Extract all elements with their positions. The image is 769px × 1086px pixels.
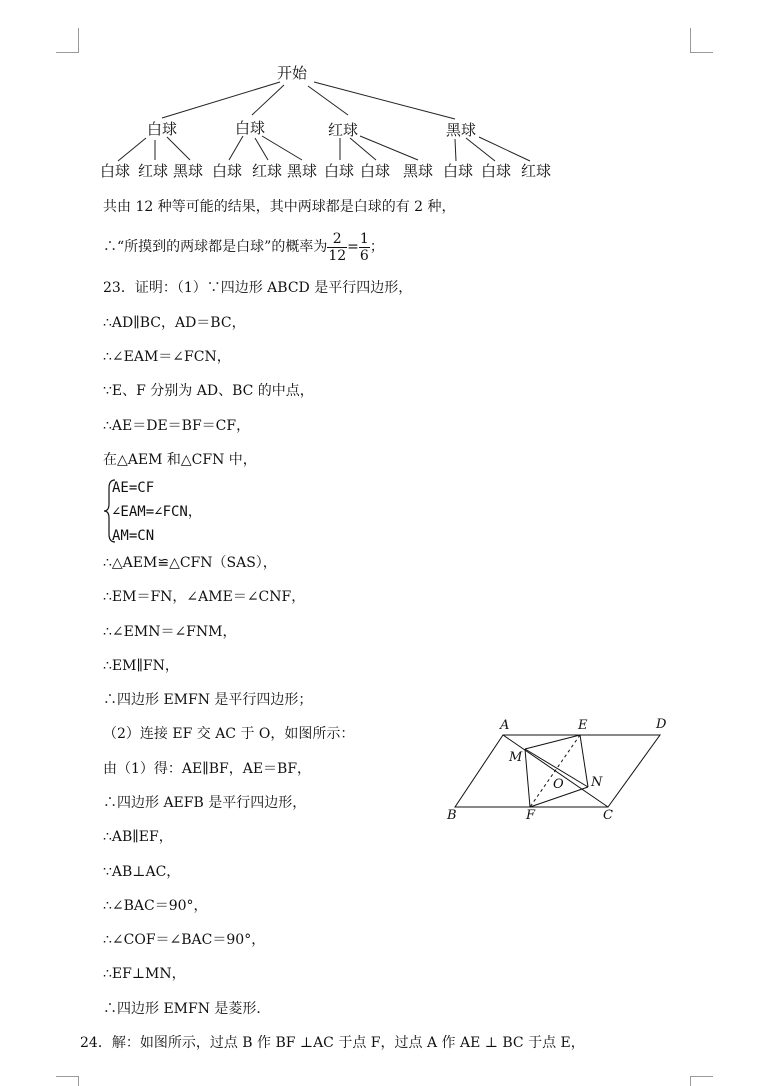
tree-root: 开始 (277, 64, 308, 82)
text-line: ∴△AEM≌△CFN（SAS）， (103, 555, 277, 571)
tree-level2-item: 黑球 (173, 162, 204, 180)
system-line: AE=CF (112, 480, 155, 496)
text-line: ∴四边形 EMFN 是平行四边形； (103, 692, 313, 708)
text-line: ∴∠COF＝∠BAC＝90°， (103, 932, 266, 948)
fraction-denominator: 12 (328, 247, 347, 264)
tree-level1-item: 白球 (147, 120, 178, 138)
tree-level2-item: 红球 (252, 162, 283, 180)
fraction-numerator: 2 (327, 231, 347, 248)
system-line: AM=CN (112, 528, 155, 544)
tree-level2-item: 黑球 (403, 162, 434, 180)
tree-level1-item: 白球 (235, 119, 266, 137)
tree-level2-item: 白球 (481, 162, 512, 180)
text-line: 在△AEM 和△CFN 中， (103, 452, 257, 468)
text-line: ∴EM＝FN，∠AME＝∠CNF， (103, 589, 306, 605)
point-label-b: B (447, 808, 457, 823)
tree-level2-item: 黑球 (287, 162, 318, 180)
tree-level2-item: 白球 (360, 162, 391, 180)
text-line: 共由 12 种等可能的结果，其中两球都是白球的有 2 种， (103, 199, 456, 215)
tree-level2-item: 白球 (100, 162, 131, 180)
tree-level1-item: 红球 (328, 121, 359, 139)
text-line: ∴EF⊥MN， (103, 966, 186, 982)
tree-level2-item: 红球 (138, 162, 169, 180)
fraction-denominator: 6 (359, 247, 369, 264)
point-label-a: A (500, 718, 510, 733)
equals-sign: = (347, 239, 359, 255)
text-line: ∵AB⊥AC， (103, 864, 181, 880)
text-line: ∴四边形 AEFB 是平行四边形， (103, 795, 307, 811)
tree-level2-item: 红球 (521, 162, 552, 180)
point-label-n: N (591, 775, 603, 790)
probability-text: ∴“所摸到的两球都是白球”的概率为 (103, 239, 328, 255)
system-line: ∠EAM=∠FCN， (112, 504, 202, 520)
text-line: ∴∠BAC＝90°， (103, 898, 208, 914)
text-line: 由（1）得：AE∥BF，AE＝BF， (103, 761, 312, 777)
text-line: ∴AE＝DE＝BF＝CF， (103, 418, 251, 434)
text-line: ∴EM∥FN， (103, 658, 179, 674)
tree-level1-item: 黑球 (446, 121, 477, 139)
point-label-m: M (509, 750, 523, 765)
point-label-o: O (553, 777, 564, 792)
text-line: 24．解：如图所示，过点 B 作 BF ⊥AC 于点 F，过点 A 作 AE ⊥ BC 于点 E， (80, 1035, 585, 1051)
text-line: 23．证明：（1）∵四边形 ABCD 是平行四边形， (103, 280, 413, 296)
text-line: ∴∠EAM＝∠FCN， (103, 349, 231, 365)
point-label-e: E (578, 718, 588, 733)
point-label-d: D (656, 717, 667, 732)
text-line: ∴AD∥BC，AD＝BC， (103, 315, 246, 331)
tree-level2-item: 白球 (324, 162, 355, 180)
point-label-f: F (526, 808, 536, 823)
point-label-c: C (603, 808, 613, 823)
semicolon: ； (369, 239, 384, 255)
text-line: ∴四边形 EMFN 是菱形． (103, 1001, 271, 1017)
text-line: （2）连接 EF 交 AC 于 O，如图所示： (103, 726, 355, 742)
fraction-numerator: 1 (359, 230, 369, 247)
text-line: ∵E、F 分别为 AD、BC 的中点， (103, 383, 314, 399)
tree-level2-item: 白球 (212, 162, 243, 180)
text-line: ∴∠EMN＝∠FNM， (103, 624, 237, 640)
tree-level2-item: 白球 (443, 162, 474, 180)
text-line: ∴AB∥EF， (103, 829, 173, 845)
